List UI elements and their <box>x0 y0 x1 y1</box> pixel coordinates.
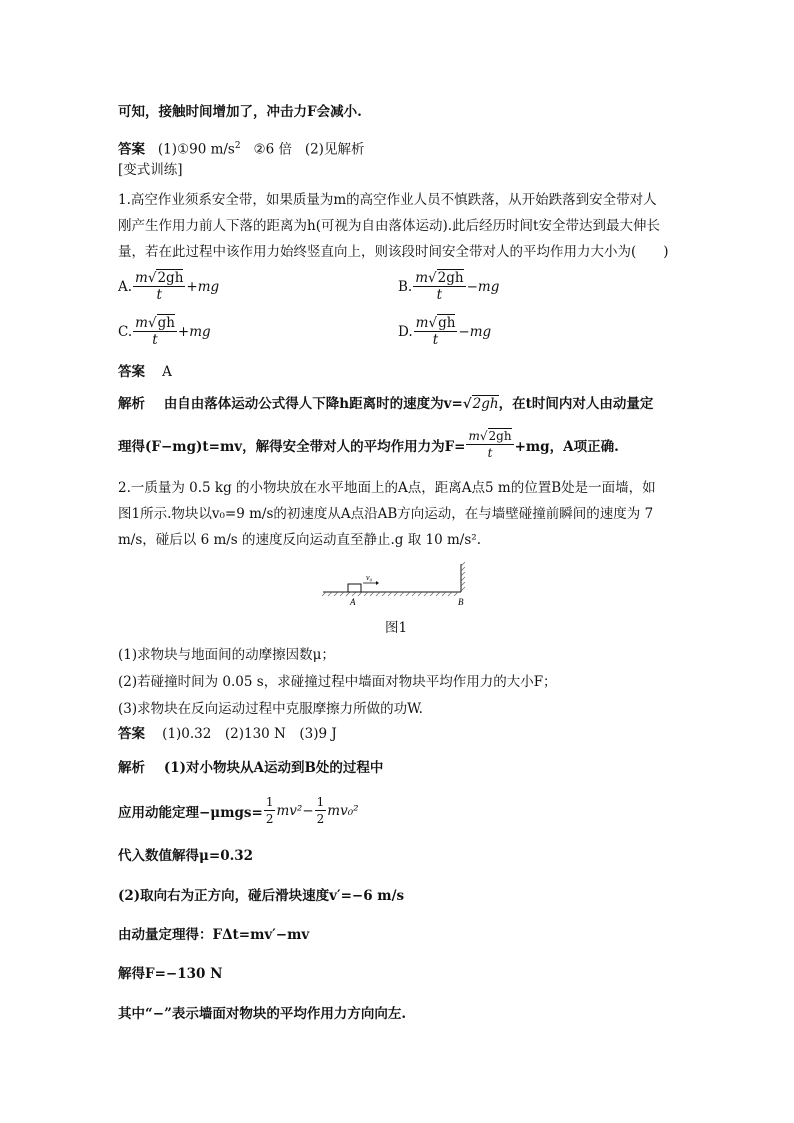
q1-line-1: 1.高空作业须系安全带，如果质量为m的高空作业人员不慎跌落，从开始跌落到安全带对人 <box>118 192 657 208</box>
answer-label: 答案 <box>118 141 145 158</box>
answer-part-2: ②6 倍 <box>253 141 292 158</box>
arrow-head-icon <box>376 581 379 585</box>
q2-answer-value: (1)0.32 (2)130 N (3)9 J <box>162 726 337 742</box>
q1-answer <box>118 362 172 382</box>
option-d-fraction: $\frac{m√gh}{t}$ <box>415 315 456 348</box>
q1-answer-label: 答案 <box>118 364 145 380</box>
option-a-fraction: $\frac{m√2gh}{t}$ <box>135 270 184 303</box>
q2-answer-label: 答案 <box>118 726 145 742</box>
q1-analysis-label: 解析 <box>118 396 145 412</box>
q1-analysis-line-1: 解析 由自由落体运动公式得人下降h距离时的速度为v=√2gh，在t时间内对人由动量定 <box>118 396 654 412</box>
figure-1-diagram <box>318 560 478 610</box>
q2-sub-3: (3)求物块在反向运动过程中克服摩擦力所做的功W. <box>118 701 423 717</box>
ground-hatching <box>322 592 458 596</box>
q1-analysis-fraction: $\frac{m√2gh}{t}$ <box>468 429 512 460</box>
velocity-label: v₀ <box>366 573 373 582</box>
q2-analysis-line-4: (2)取向右为正方向，碰后滑块速度v′=−6 m/s <box>118 888 405 904</box>
q2-sub-1: (1)求物块与地面间的动摩擦因数μ； <box>118 647 335 663</box>
q2-analysis-line-1: 解析 (1)对小物块从A运动到B处的过程中 <box>118 760 384 776</box>
option-a-letter: A. <box>118 278 133 295</box>
option-c-letter: C. <box>118 323 133 340</box>
q1-answer-value: A <box>162 364 172 380</box>
q2-analysis-line-3: 代入数值解得μ=0.32 <box>118 848 254 864</box>
option-c-fraction: $\frac{m√gh}{t}$ <box>135 315 175 348</box>
q1-option-a <box>118 270 219 303</box>
answer-line-1 <box>118 136 364 160</box>
answer-part-3: (2)见解析 <box>304 141 365 158</box>
q2-analysis-line-7: 其中“−”表示墙面对物块的平均作用力方向向左. <box>118 1006 407 1022</box>
option-c-tail: +mg <box>177 323 211 340</box>
figure-caption: 图1 <box>385 620 408 636</box>
answer-part-1: (1)①90 m/s <box>157 141 235 158</box>
answer-part-1-sup: 2 <box>234 141 241 151</box>
q2-line-1: 2.一质量为 0.5 kg 的小物块放在水平地面上的A点，距离A点5 m的位置B处是一面墙，如 <box>118 480 656 496</box>
option-d-tail: −mg <box>458 323 492 340</box>
point-a-label: A <box>350 597 356 607</box>
half-fraction-1: $\frac{1}{2}$ <box>265 795 274 826</box>
conclusion-line: 可知，接触时间增加了，冲击力F会减小. <box>118 104 362 120</box>
option-b-letter: B. <box>398 278 413 295</box>
q1-line-2: 刚产生作用力前人下落的距离为h(可视为自由落体运动).此后经历时间t安全带达到最大伸长 <box>118 218 660 234</box>
half-fraction-2: $\frac{1}{2}$ <box>316 795 325 826</box>
wall-hatching <box>461 562 465 591</box>
q2-sub-2: (2)若碰撞时间为 0.05 s，求碰撞过程中墙面对物块平均作用力的大小F； <box>118 674 557 690</box>
q2-analysis-label: 解析 <box>118 760 145 776</box>
q1-option-d <box>398 315 491 348</box>
q1-line-3: 量，若在此过程中该作用力始终竖直向上，则该段时间安全带对人的平均作用力大小为( ) <box>118 244 669 260</box>
q2-line-3: m/s，碰后以 6 m/s 的速度反向运动直至静止.g 取 10 m/s². <box>118 532 481 548</box>
block-box <box>348 584 361 592</box>
q2-analysis-line-6: 解得F=−130 N <box>118 966 223 982</box>
q2-answer <box>118 724 337 744</box>
option-b-tail: −mg <box>466 278 500 295</box>
option-d-letter: D. <box>398 323 413 340</box>
option-a-tail: +mg <box>186 278 220 295</box>
section-title: [变式训练] <box>118 162 183 178</box>
q1-option-c <box>118 315 211 348</box>
option-b-fraction: $\frac{m√2gh}{t}$ <box>415 270 464 303</box>
q1-option-b <box>398 270 499 303</box>
q2-line-2: 图1所示.物块以v₀=9 m/s的初速度从A点沿AB方向运动，在与墙壁碰撞前瞬间的速度为 7 <box>118 506 654 522</box>
q2-analysis-line-5: 由动量定理得：FΔt=mv′−mv <box>118 927 310 943</box>
q1-analysis-line-2: 理得(F−mg)t=mv，解得安全带对人的平均作用力为F= $\frac{m√2gh}{t}$ +mg，A项正确. <box>118 429 619 460</box>
point-b-label: B <box>458 597 464 607</box>
q2-analysis-line-2: 应用动能定理−μmgs= $\frac{1}{2}$ mv²− $\frac{1}{2}$ mv₀² <box>118 795 359 826</box>
